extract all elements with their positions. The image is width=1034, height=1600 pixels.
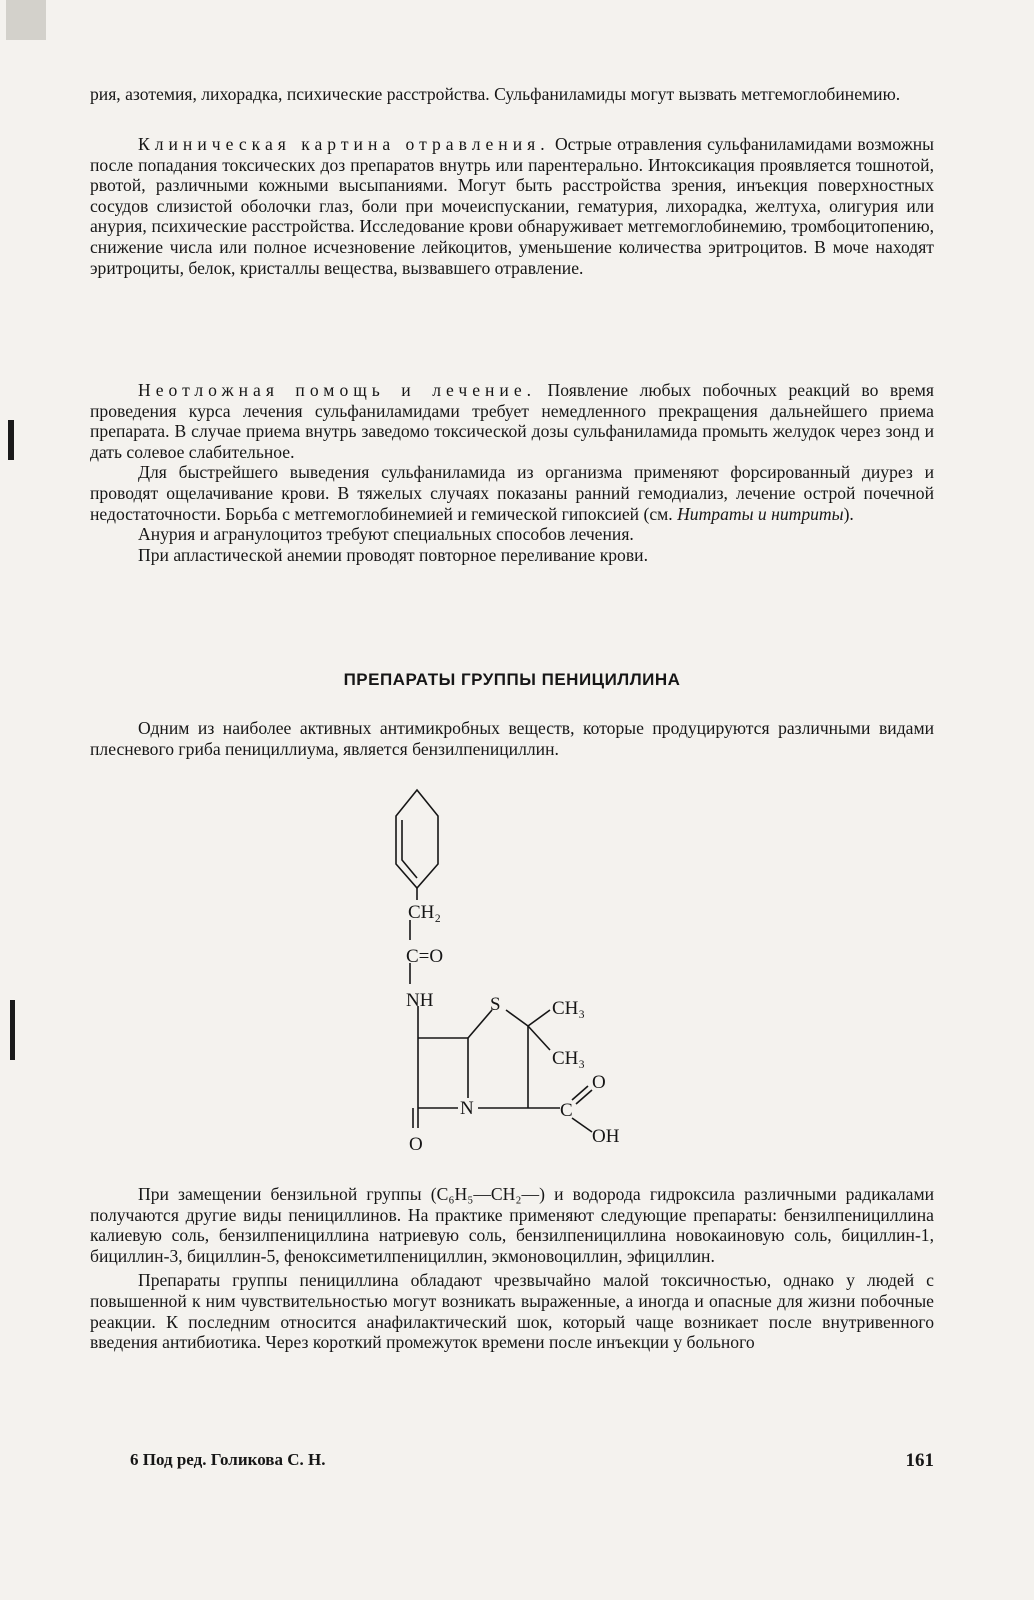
formula-sulfur: S [490,994,501,1015]
treatment-paragraph-1 [90,380,934,462]
formula-carbon: C [560,1100,573,1121]
footer-signature: 6 Под ред. Голикова С. Н. [130,1450,326,1469]
scan-artifact [10,1000,15,1060]
treatment-paragraph-2 [90,462,934,524]
formula-carbonyl: C=O [406,946,444,967]
penicillin-types-paragraph: При замещении бензильной группы (C₆H₅—CH₂—) и водорода гидроксила различными радикалами получаются другие виды пенициллинов. На практике применяют следующие препараты: бензилпенициллина калиевую соль, бензилпенициллина натриевую соль, бензилпенициллина новокаиновую соль, бициллин-1, бициллин-3, бициллин-5, феноксиметилпенициллин, экмоновоциллин, эфициллин. [90,1184,934,1266]
cross-reference: Нитраты и нитриты [677,503,844,524]
formula-ch3-bottom: CH₃ [552,1048,586,1069]
page-footer [130,1450,934,1470]
treatment-p2-text: Для быстрейшего выведения сульфаниламида из организма применяют форсированный диурез и проводят ощелачивание крови. В тяжелых случаях показаны ранний гемодиализ, лечение острой почечной недостаточности. Борьба с метгемоглобинемией и гемической гипоксией (см. [90,462,934,524]
treatment-section [90,380,934,565]
treatment-heading: Неотложная помощь и лечение. [138,380,537,400]
scan-artifact [8,420,14,460]
intro-paragraph [90,84,934,105]
scan-artifact [6,0,46,40]
treatment-p2-end: ). [843,503,854,524]
clinical-section [90,134,934,278]
intro-text: рия, азотемия, лихорадка, психические расстройства. Сульфаниламиды могут вызвать метгемоглобинемию. [90,84,901,104]
formula-ch3-top: CH₃ [552,998,586,1019]
section-intro [90,718,934,759]
after-formula-section [90,1184,934,1353]
formula-nh: NH [406,990,434,1011]
formula-ch2: CH₂ [408,902,442,923]
treatment-paragraph-4: При апластической анемии проводят повторное переливание крови. [138,544,648,565]
clinical-paragraph [90,134,934,278]
section-intro-text: Одним из наиболее активных антимикробных веществ, которые продуцируются различными видами плесневого гриба пенициллиума, является бензилпенициллин. [90,718,934,759]
formula-lactam-oxygen: O [409,1134,423,1155]
clinical-text: Острые отравления сульфаниламидами возможны после попадания токсических доз препаратов внутрь или парентерально. Интоксикация проявляется тошнотой, рвотой, различными кожными высыпаниями. Могут быть расстройства зрения, инъекция поверхностных сосудов слизистой оболочки глаз, боли при мочеиспускании, гематурия, лихорадка, желтуха, олигурия или анурия, психические расстройства. Исследование крови обнаруживает метгемоглобинемию, тромбоцитопению, снижение числа или полное исчезновение лейкоцитов, уменьшение количества эритроцитов. В моче находят эритроциты, белок, кристаллы вещества, вызвавшего отравление. [90,134,934,278]
page-number: 161 [905,1450,934,1471]
clinical-heading: Клиническая картина отравления. [138,134,550,154]
treatment-paragraph-3: Анурия и агранулоцитоз требуют специальных способов лечения. [138,524,634,545]
benzylpenicillin-formula [380,788,680,1168]
formula-nitrogen: N [460,1098,474,1119]
formula-hydroxyl: OH [592,1126,620,1147]
benzene-inner-bond [402,820,417,878]
toxicity-paragraph: Препараты группы пенициллина обладают чрезвычайно малой токсичностью, однако у людей с повышенной к ним чувствительностью могут возникать выраженные, а иногда и опасные для жизни побочные реакции. К последним относится анафилактический шок, который чаще возникает после внутривенного введения антибиотика. Через короткий промежуток времени после инъекции у больного [90,1270,934,1353]
formula-oxygen: O [592,1072,606,1093]
treatment-text: Появление любых побочных реакций во время проведения курса лечения сульфаниламидами требует немедленного прекращения дальнейшего приема препарата. В случае приема внутрь заведомо токсической дозы сульфаниламида промыть желудок через зонд и дать солевое слабительное. [90,380,934,462]
section-title: ПРЕПАРАТЫ ГРУППЫ ПЕНИЦИЛЛИНА [343,670,681,689]
